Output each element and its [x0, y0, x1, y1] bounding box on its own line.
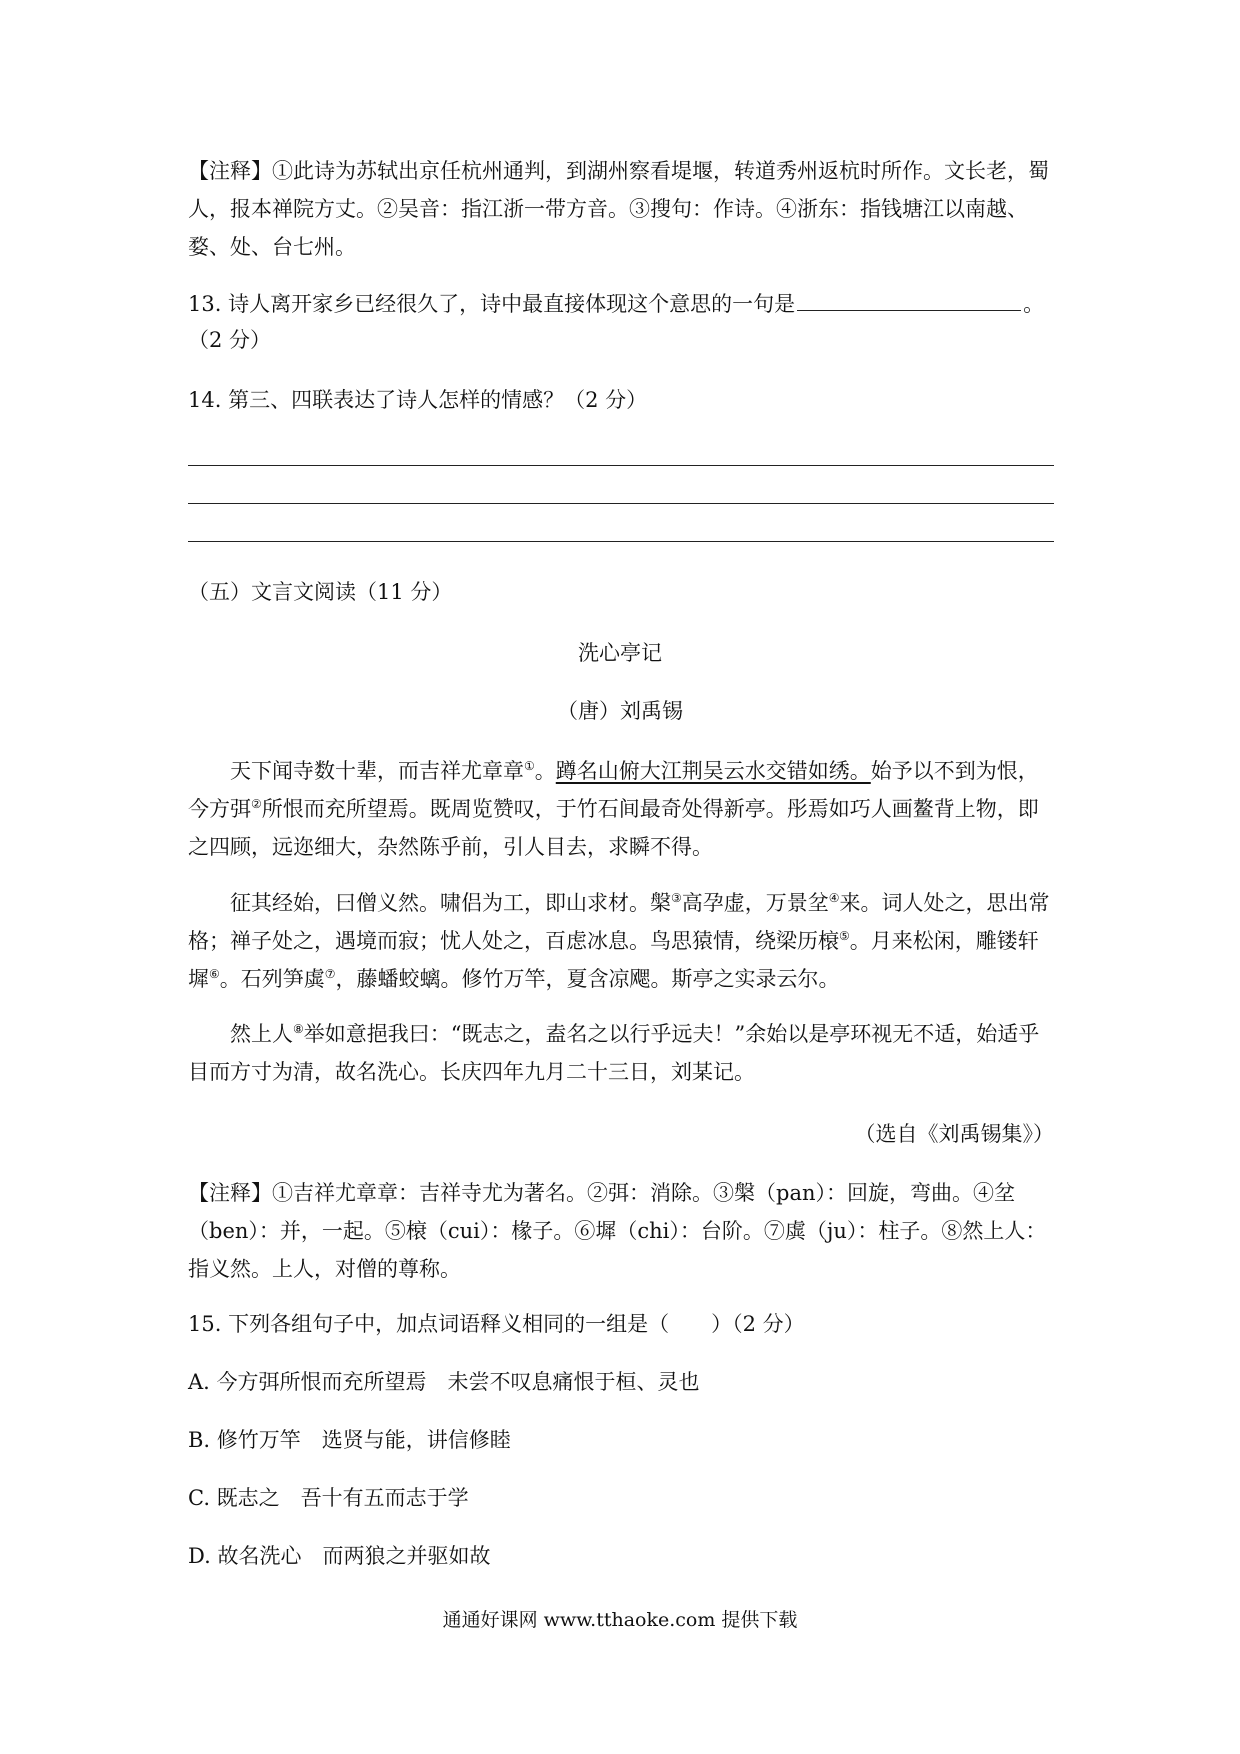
answer-line-14-3[interactable] — [188, 541, 1054, 542]
essay-paragraph-2 — [188, 884, 1056, 998]
note-2-label: 【注释】 — [188, 1181, 272, 1205]
essay-p1-text-c: 所恨而充所望焉。既周览赞叹，于竹石间最奇处得新亭。彤焉如巧人画鳌背上物，即之四顾，远迩细大，杂然陈乎前，引人目去，求瞬不得。 — [188, 797, 1039, 859]
note-1 — [188, 152, 1056, 266]
essay-p3-text-a: 然上人 — [230, 1022, 293, 1046]
essay-p1-text-b: 始予以不到为恨，今方弭 — [188, 759, 1039, 821]
question-14: 14. 第三、四联表达了诗人怎样的情感？（2 分） — [188, 388, 648, 412]
answer-blank-13[interactable] — [797, 288, 1021, 311]
footnote-marker-8: ⑧ — [293, 1022, 304, 1036]
question-13-text: 13. 诗人离开家乡已经很久了，诗中最直接体现这个意思的一句是 — [188, 292, 796, 316]
option-b[interactable]: B. 修竹万竿 选贤与能，讲信修睦 — [188, 1428, 511, 1452]
footer: 通通好课网 www.tthaoke.com 提供下载 — [442, 1609, 798, 1631]
essay-p2-text-b: 高孕虚，万景坌 — [681, 891, 829, 915]
note-2-text: ①吉祥尤章章：吉祥寺尤为著名。②弭：消除。③槃（pan）：回旋，弯曲。④坌（ben）：并，一起。⑤榱（cui）：椽子。⑥墀（chi）：台阶。⑦虡（ju）：柱子。⑧然上人：指义然。上人，对僧的尊称。 — [188, 1181, 1047, 1281]
footnote-marker-7: ⑦ — [324, 967, 336, 981]
essay-p2-text-c: 来。词人处之，思出常格；禅子处之，遇境而寂；忧人处之，百虑冰息。鸟思猿情，绕梁历榱 — [188, 891, 1050, 953]
footnote-marker-6: ⑥ — [209, 967, 220, 981]
question-15: 15. 下列各组句子中，加点词语释义相同的一组是（ ）（2 分） — [188, 1312, 805, 1336]
footnote-marker-5: ⑤ — [839, 929, 850, 943]
essay-p3-text-b: 举如意挹我曰：“既志之，盍名之以行乎远夫！”余始以是亭环视无不适，始适乎目而方寸为清，故名洗心。长庆四年九月二十三日，刘某记。 — [188, 1022, 1040, 1084]
footnote-marker-1: ① — [524, 759, 535, 773]
essay-paragraph-3 — [188, 1015, 1056, 1091]
essay-author: （唐）刘禹锡 — [557, 699, 683, 723]
essay-paragraph-1 — [188, 752, 1056, 866]
answer-line-14-2[interactable] — [188, 503, 1054, 504]
option-c[interactable]: C. 既志之 吾十有五而志于学 — [188, 1486, 469, 1510]
underlined-sentence: 蹲名山俯大江荆吴云水交错如绣。 — [555, 759, 871, 783]
essay-p1-text-a: 天下闻寺数十辈，而吉祥尤章章 — [230, 759, 524, 783]
footnote-marker-4: ④ — [828, 891, 840, 905]
essay-title: 洗心亭记 — [578, 641, 662, 665]
essay-p2-text-d: 。月来松闲，雕镂轩墀 — [188, 929, 1039, 991]
answer-line-14-1[interactable] — [188, 465, 1054, 466]
question-13 — [188, 288, 1044, 319]
essay-p2-text-e: 。石列笋虡 — [219, 967, 325, 991]
essay-p2-text-a: 征其经始，曰僧义然。啸侣为工，即山求材。槃 — [230, 891, 671, 915]
option-d[interactable]: D. 故名洗心 而两狼之并驱如故 — [188, 1544, 491, 1568]
essay-p1-period: 。 — [534, 759, 556, 783]
question-13-end: 。 — [1023, 292, 1045, 316]
note-2 — [188, 1174, 1056, 1288]
section-5-title: （五）文言文阅读（11 分） — [188, 580, 453, 604]
option-a[interactable]: A. 今方弭所恨而充所望焉 未尝不叹息痛恨于桓、灵也 — [188, 1370, 700, 1394]
essay-source: （选自《刘禹锡集》） — [854, 1122, 1054, 1146]
essay-p2-text-f: ，藤蟠蛟螭。修竹万竿，夏含凉飔。斯亭之实录云尔。 — [335, 967, 840, 991]
question-13-score: （2 分） — [188, 328, 272, 352]
footnote-marker-3: ③ — [671, 891, 682, 905]
footnote-marker-2: ② — [251, 797, 262, 811]
note-1-text: ①此诗为苏轼出京任杭州通判，到湖州察看堤堰，转道秀州返杭时所作。文长老，蜀人，报本禅院方丈。②吴音：指江浙一带方音。③搜句：作诗。④浙东：指钱塘江以南越、婺、处、台七州。 — [188, 159, 1049, 259]
note-1-label: 【注释】 — [188, 159, 272, 183]
